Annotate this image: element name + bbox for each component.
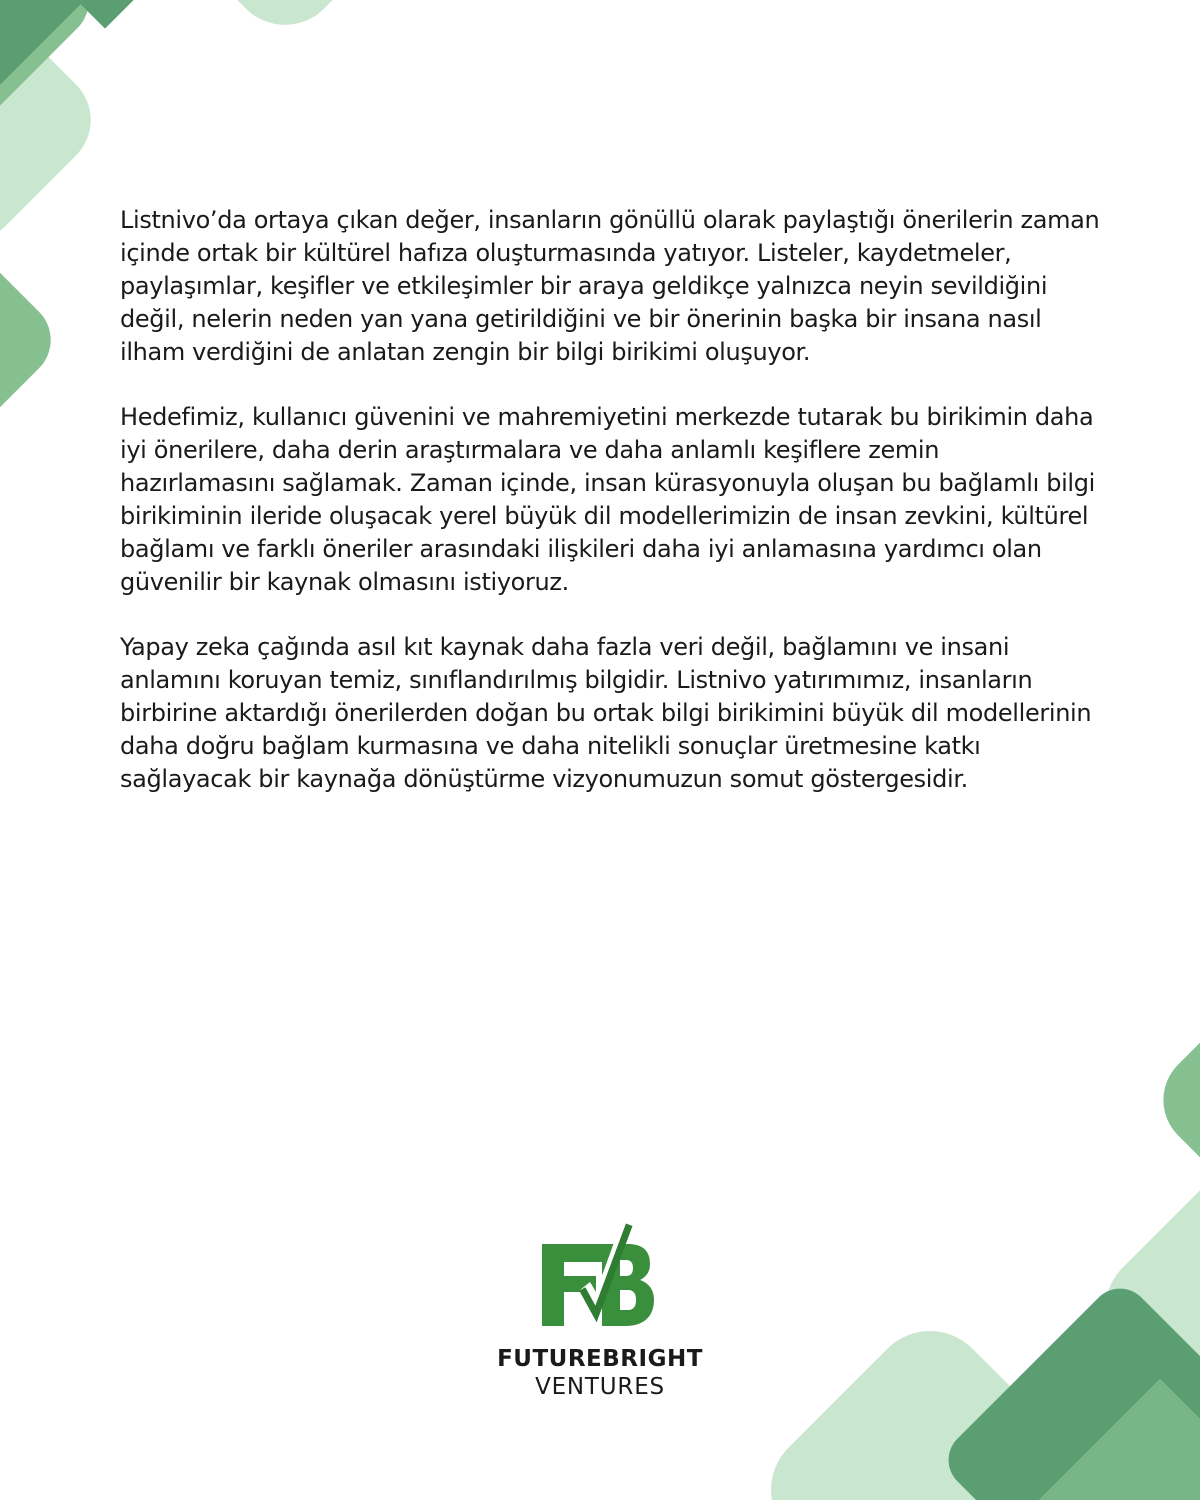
top-left-light-diamond xyxy=(122,0,447,48)
right-mid-diamond xyxy=(1143,973,1200,1228)
logo-name: FUTUREBRIGHT xyxy=(497,1346,703,1372)
paragraph-3: Yapay zeka çağında asıl kıt kaynak daha fazla veri değil, bağlamını ve insani anlamını koruyan temiz, sınıflandırılmış bilgidir. Listnivo yatırımımız, insanların birbirine aktardığı önerilerden doğan bu ortak bilgi birikimini büyük dil modellerinin daha doğru bağlam kurmasına ve daha nitelikli sonuçlar üretmesine katkı sağlayacak bir kaynağa dönüştürme vizyonumuzun somut göstergesidir. xyxy=(120,633,1092,793)
paragraph-1: Listnivo’da ortaya çıkan değer, insanların gönüllü olarak paylaştığı önerilerin zaman içinde ortak bir kültürel hafıza oluşturmasında yatıyor. Listeler, kaydetmeler, paylaşımlar, keşifler ve etkileşimler bir araya geldikçe yalnızca neyin sevildiğini değil, nelerin neden yan yana getirildiğini ve bir önerinin başka bir insana nasıl ilham verdiğini de anlatan zengin bir bilgi birikimi oluşuyor. xyxy=(120,206,1100,366)
body-text xyxy=(120,204,1100,828)
paragraph-2: Hedefimiz, kullanıcı güvenini ve mahremiyetini merkezde tutarak bu birikimin daha iyi önerilere, daha derin araştırmalara ve daha anlamlı keşiflere zemin hazırlamasını sağlamak. Zaman içinde, insan kürasyonuyla oluşan bu bağlamlı bilgi birikiminin ileride oluşacak yerel büyük dil modellerimizin de insan zevkini, kültürel bağlamı ve farklı öneriler arasındaki ilişkileri daha iyi anlamasına yardımcı olan güvenilir bir kaynak olmasını istiyoruz. xyxy=(120,403,1095,596)
left-mid-diamond xyxy=(0,213,67,468)
logo-subtitle: VENTURES xyxy=(535,1374,665,1400)
fb-monogram-checkmark-icon xyxy=(540,1222,660,1332)
futurebright-logo xyxy=(490,1222,710,1400)
bottom-right-shapes xyxy=(746,973,1200,1500)
